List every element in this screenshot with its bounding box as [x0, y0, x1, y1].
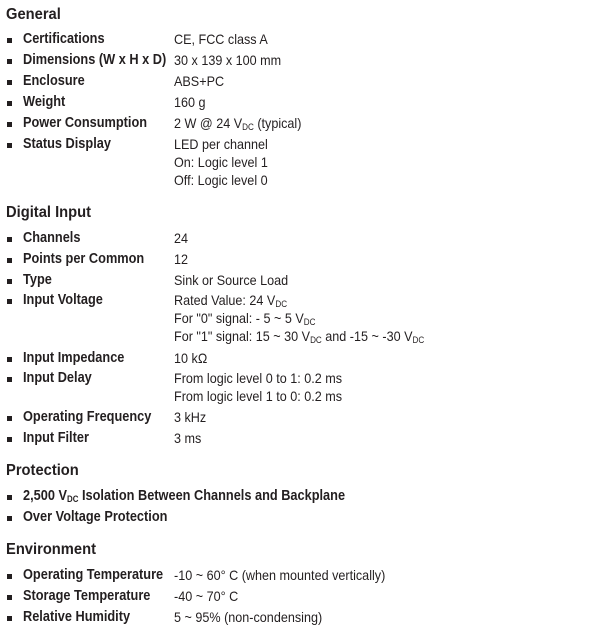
- spec-value: From logic level 0 to 1: 0.2 ms: [174, 370, 343, 386]
- protection-label: 2,500 $V_{DC}$ Isolation Between Channels and Backplane: [23, 488, 346, 504]
- bullet-icon: [7, 38, 12, 43]
- spec-value: For "1" signal: 15 ~ 30 $V_{DC}$ and -15 ~ -30 $V_{DC}$: [174, 328, 425, 345]
- spec-label: Power Consumption: [23, 115, 148, 131]
- spec-label: Operating Frequency: [23, 409, 152, 425]
- spec-label: Dimensions (W x H x D): [23, 52, 167, 68]
- bullet-icon: [7, 122, 12, 127]
- spec-value: 160 g: [174, 94, 206, 110]
- section-heading-protection: Protection: [6, 462, 79, 479]
- protection-label: Over Voltage Protection: [23, 509, 168, 525]
- bullet-icon: [7, 143, 12, 148]
- spec-label: Input Delay: [23, 370, 92, 386]
- spec-label: Type: [23, 272, 52, 288]
- bullet-icon: [7, 377, 12, 382]
- spec-value: 10 kΩ: [174, 350, 208, 366]
- bullet-icon: [7, 516, 12, 521]
- bullet-icon: [7, 237, 12, 242]
- spec-value: 2 W @ 24 $V_{DC}$ (typical): [174, 115, 302, 132]
- spec-value: 30 x 139 x 100 mm: [174, 52, 282, 68]
- spec-value: Sink or Source Load: [174, 272, 289, 288]
- spec-value: -40 ~ 70° C: [174, 588, 239, 604]
- section-heading-digital-input: Digital Input: [6, 204, 92, 221]
- spec-value: 5 ~ 95% (non-condensing): [174, 609, 323, 625]
- spec-label: Storage Temperature: [23, 588, 151, 604]
- spec-value: CE, FCC class A: [174, 31, 268, 47]
- spec-value: 3 ms: [174, 430, 202, 446]
- bullet-icon: [7, 299, 12, 304]
- spec-label: Input Impedance: [23, 350, 125, 366]
- bullet-icon: [7, 595, 12, 600]
- bullet-icon: [7, 357, 12, 362]
- spec-label: Weight: [23, 94, 66, 110]
- spec-label: Status Display: [23, 136, 111, 152]
- spec-label: Input Filter: [23, 430, 89, 446]
- bullet-icon: [7, 59, 12, 64]
- bullet-icon: [7, 574, 12, 579]
- spec-label: Input Voltage: [23, 292, 103, 308]
- spec-value: 3 kHz: [174, 409, 207, 425]
- bullet-icon: [7, 495, 12, 500]
- spec-value: From logic level 1 to 0: 0.2 ms: [174, 388, 343, 404]
- bullet-icon: [7, 101, 12, 106]
- spec-label: Operating Temperature: [23, 567, 164, 583]
- spec-label: Channels: [23, 230, 81, 246]
- bullet-icon: [7, 80, 12, 85]
- spec-value: For "0" signal: - 5 ~ 5 $V_{DC}$: [174, 310, 316, 327]
- bullet-icon: [7, 616, 12, 621]
- spec-value: ABS+PC: [174, 73, 225, 89]
- bullet-icon: [7, 279, 12, 284]
- spec-value: LED per channel: [174, 136, 268, 152]
- section-heading-environment: Environment: [6, 541, 96, 558]
- bullet-icon: [7, 437, 12, 442]
- spec-value: 12: [174, 251, 189, 267]
- bullet-icon: [7, 416, 12, 421]
- spec-value: Rated Value: 24 $V_{DC}$: [174, 292, 288, 309]
- spec-value: On: Logic level 1: [174, 154, 268, 170]
- spec-value: -10 ~ 60° C (when mounted vertically): [174, 567, 386, 583]
- spec-value: Off: Logic level 0: [174, 172, 268, 188]
- spec-label: Enclosure: [23, 73, 85, 89]
- spec-value: 24: [174, 230, 189, 246]
- bullet-icon: [7, 258, 12, 263]
- spec-label: Relative Humidity: [23, 609, 131, 625]
- section-heading-general: General: [6, 6, 61, 23]
- spec-label: Certifications: [23, 31, 105, 47]
- spec-label: Points per Common: [23, 251, 145, 267]
